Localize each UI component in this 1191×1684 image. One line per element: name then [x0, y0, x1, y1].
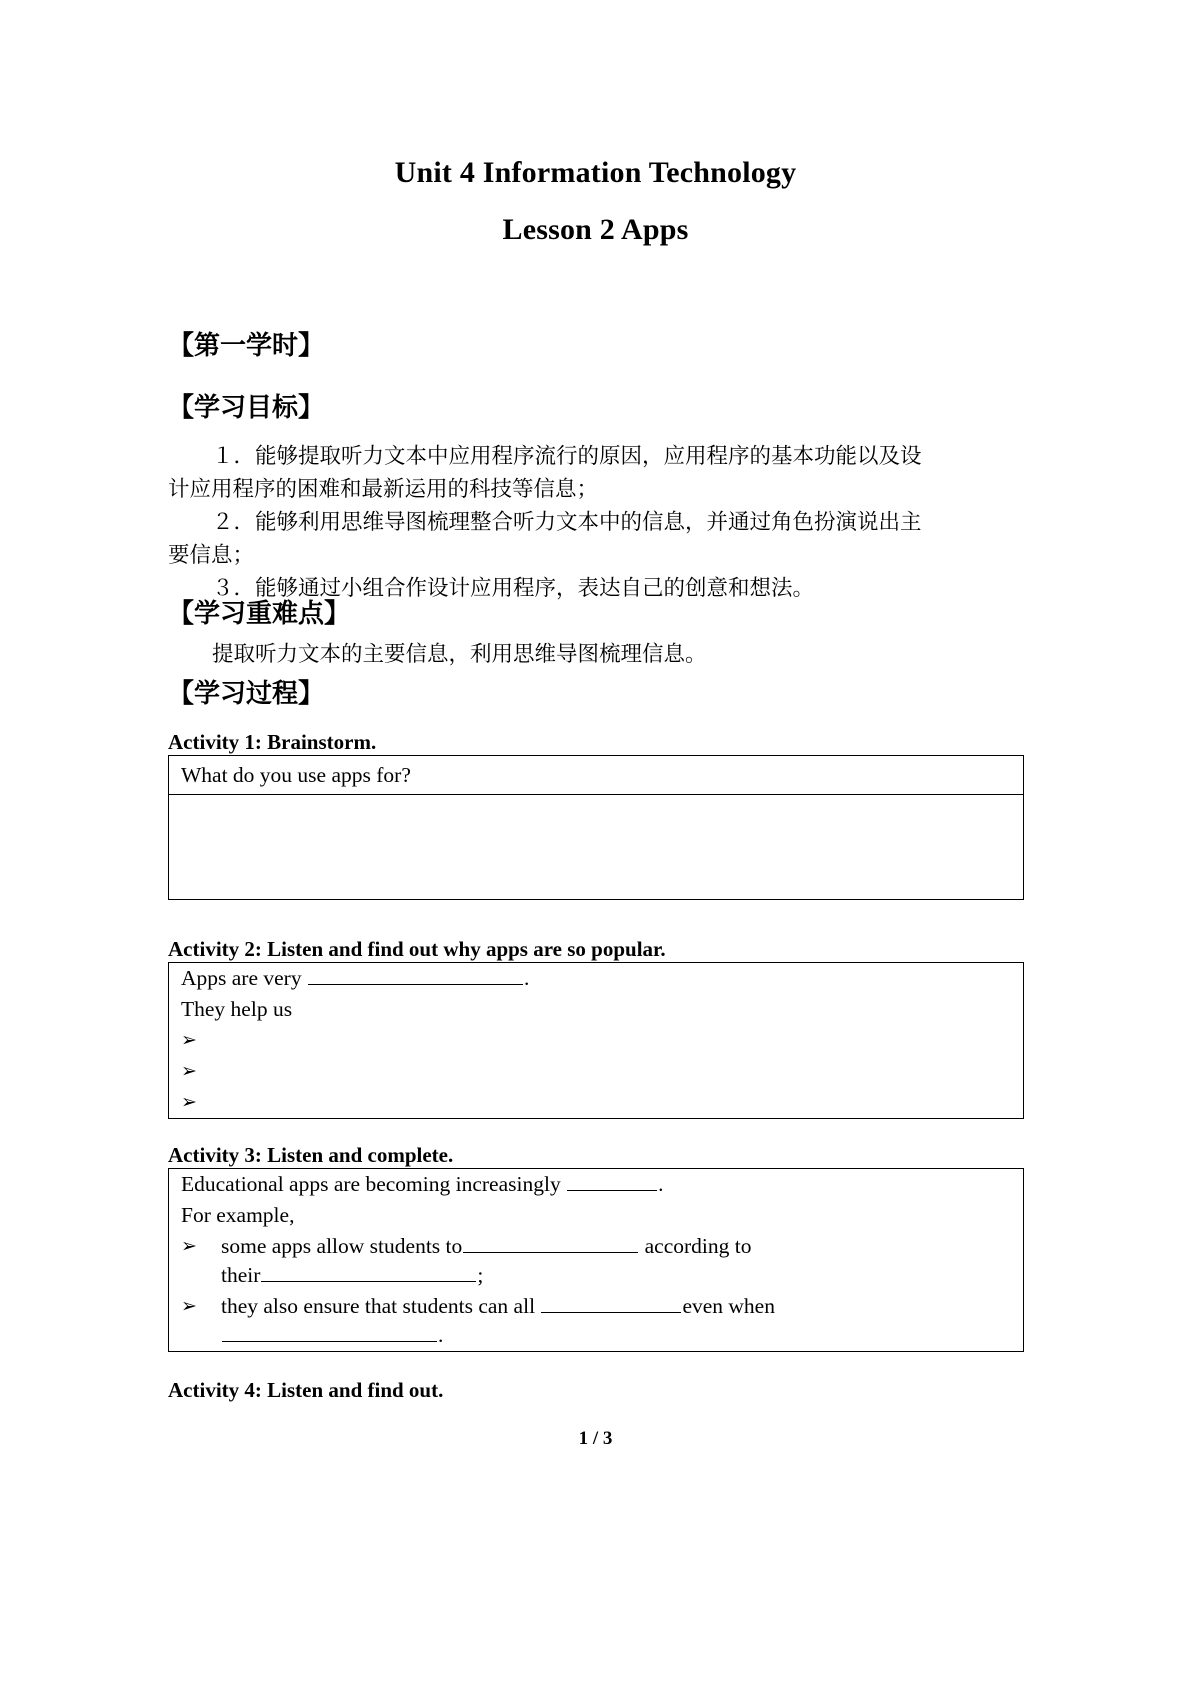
activity-3-blank-3[interactable] [261, 1262, 476, 1282]
page-number-footer: 1 / 3 [578, 1428, 613, 1449]
activity-2-line-1-suffix: . [523, 966, 530, 990]
activity-3-line-1 [169, 1169, 1023, 1200]
objectives-list [168, 440, 1024, 605]
activity-3-b1-subline [221, 1261, 1023, 1290]
activity-3-blank-1[interactable] [567, 1171, 657, 1191]
activity-3-bullet-1-text [221, 1232, 1023, 1290]
document-title-line-1: Unit 4 Information Technology [394, 156, 797, 189]
activity-1-heading: Activity 1: Brainstorm. [168, 730, 377, 754]
activity-3-line-2: For example, [181, 1203, 295, 1227]
activity-3-answer-box[interactable] [168, 1168, 1024, 1352]
activity-2-box-wrapper [168, 962, 1024, 1119]
activity-3-heading: Activity 3: Listen and complete. [168, 1143, 454, 1167]
objective-1-line-2: 计应用程序的困难和最新运用的科技等信息； [168, 477, 599, 502]
activity-3-b2-text-a: they also ensure that students can all [221, 1294, 536, 1318]
objective-2-line-2: 要信息； [168, 543, 255, 568]
activity-2-line-1 [169, 963, 1023, 994]
activity-3-box-wrapper [168, 1168, 1024, 1352]
activity-3-b1-text-a: some apps allow students to [221, 1234, 463, 1258]
arrow-bullet-icon: ➢ [181, 1091, 197, 1113]
activity-2-bullet-3-input[interactable] [221, 1088, 1023, 1117]
activity-2-answer-box[interactable] [168, 962, 1024, 1119]
activity-3-b1-text-b: according to [644, 1234, 752, 1258]
arrow-bullet-icon: ➢ [181, 1295, 197, 1317]
activity-1-box-wrapper [168, 755, 1024, 900]
activity-3-blank-2[interactable] [463, 1233, 638, 1253]
objective-item-2 [168, 506, 1024, 572]
activity-2-bullet-3[interactable] [169, 1087, 1023, 1118]
key-points-body [168, 638, 1024, 671]
activity-2-blank-1[interactable] [308, 965, 523, 985]
arrow-bullet-icon: ➢ [181, 1060, 197, 1082]
arrow-bullet-icon: ➢ [181, 1235, 197, 1257]
activity-3-bullet-2-text [221, 1292, 1023, 1350]
objective-1-line-1: １．能够提取听力文本中应用程序流行的原因，应用程序的基本功能以及设 [212, 444, 922, 469]
activity-2-bullet-2-input[interactable] [221, 1057, 1023, 1086]
activity-1-answer-box[interactable] [168, 755, 1024, 900]
objectives-heading: 【学习目标】 [168, 393, 325, 423]
key-points-paragraph [168, 638, 1024, 671]
document-title-line-2: Lesson 2 Apps [502, 213, 689, 246]
activity-3-line-1-suffix: . [658, 1172, 664, 1196]
activity-3-line-1-prefix: Educational apps are becoming increasingly [181, 1172, 561, 1196]
arrow-bullet-icon: ➢ [181, 1029, 197, 1051]
objective-item-1 [168, 440, 1024, 506]
activity-4-heading: Activity 4: Listen and find out. [168, 1378, 444, 1402]
activity-2-heading: Activity 2: Listen and find out why apps are so popular. [168, 937, 666, 961]
activity-2-bullet-2[interactable] [169, 1056, 1023, 1087]
activity-2-bullet-1[interactable] [169, 1025, 1023, 1056]
activity-3-b1-text-d: ; [477, 1263, 484, 1287]
activity-3-blank-4[interactable] [541, 1293, 681, 1313]
activity-2-bullet-1-input[interactable] [221, 1026, 1023, 1055]
activity-2-line-1-prefix: Apps are very [181, 966, 302, 990]
activity-3-bullet-2[interactable] [169, 1291, 1023, 1351]
period-heading: 【第一学时】 [168, 331, 325, 361]
activity-3-b1-text-c: their [221, 1263, 261, 1287]
objective-3-line-1: ３．能够通过小组合作设计应用程序，表达自己的创意和想法。 [212, 576, 815, 601]
activity-3-b2-text-c: . [438, 1323, 444, 1347]
key-points-heading: 【学习重难点】 [168, 599, 351, 629]
objective-2-line-1: ２．能够利用思维导图梳理整合听力文本中的信息，并通过角色扮演说出主 [212, 510, 922, 535]
process-heading: 【学习过程】 [168, 679, 325, 709]
activity-3-b2-subline [221, 1321, 1023, 1350]
activity-1-question: What do you use apps for? [169, 756, 1023, 795]
activity-2-line-2: They help us [181, 997, 293, 1021]
activity-3-bullet-1[interactable] [169, 1231, 1023, 1291]
key-points-text: 提取听力文本的主要信息，利用思维导图梳理信息。 [212, 642, 707, 667]
activity-3-b2-text-b: even when [682, 1294, 775, 1318]
activity-1-answer-area[interactable] [169, 795, 1023, 834]
activity-3-blank-5[interactable] [222, 1322, 437, 1342]
